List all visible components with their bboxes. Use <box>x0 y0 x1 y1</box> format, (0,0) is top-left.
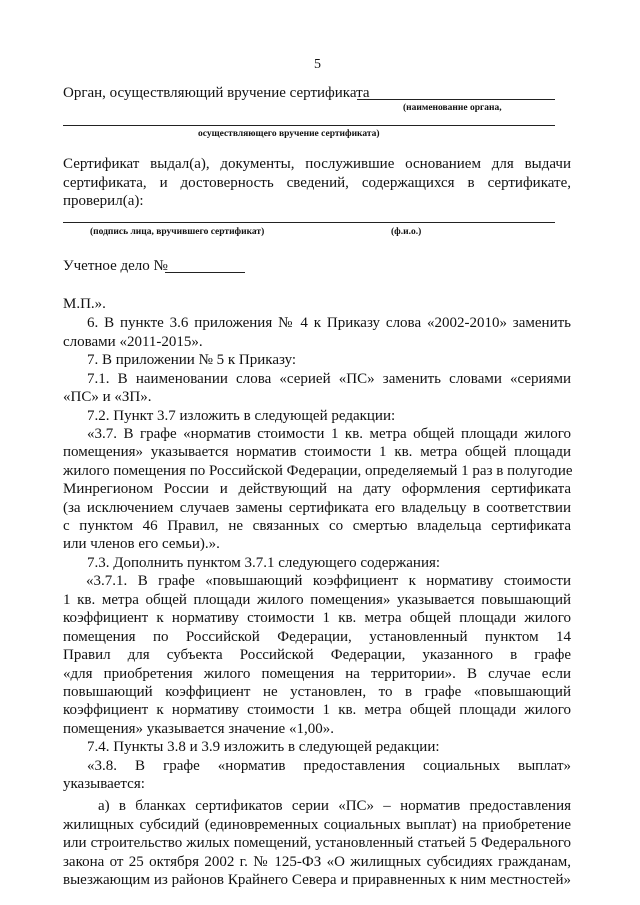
body-line: 6. В пункте 3.6 приложения № 4 к Приказу слова «2002-2010» заменить <box>87 315 571 331</box>
body-line: жилого помещения по Российской Федерации, определяемый 1 раз в полугодие <box>63 463 573 479</box>
body-line: коэффициент к нормативу стоимости 1 кв. метра общей площади жилого <box>63 610 571 626</box>
body-line: «3.7.1. В графе «повышающий коэффициент к нормативу стоимости <box>86 573 571 589</box>
signature-blank-line <box>63 222 555 223</box>
body-line: 7.1. В наименовании слова «серией «ПС» заменить словами «сериями <box>87 371 571 387</box>
body-line: 7.4. Пункты 3.8 и 3.9 изложить в следующей редакции: <box>87 739 440 755</box>
body-line: помещения» указывается норматив стоимости 1 кв. метра общей площади <box>63 444 571 460</box>
body-line: «3.8. В графе «норматив предоставления социальных выплат» <box>87 758 571 774</box>
body-line: повышающий коэффициент не установлен, то в графе «повышающий <box>63 684 571 700</box>
body-line: с пунктом 46 Правил, не связанных со смертью владельца сертификата <box>63 518 571 534</box>
body-line: выезжающим из районов Крайнего Севера и приравненных к ним местностей» <box>63 872 571 888</box>
body-line: словами «2011-2015». <box>63 334 203 350</box>
organ-caption-1: (наименование органа, <box>403 103 502 113</box>
page-number: 5 <box>314 57 321 72</box>
body-line: или членов его семьи).». <box>63 536 220 552</box>
cert-line-1: Сертификат выдал(а), документы, послужившие основанием для выдачи <box>63 156 571 172</box>
body-line: «для приобретения жилого помещения на территории». В случае если <box>63 666 571 682</box>
organ-label: Орган, осуществляющий вручение сертификата <box>63 85 370 101</box>
body-line: или строительство жилых помещений, установленный статьей 5 Федерального <box>63 835 571 851</box>
body-line: помещения по Российской Федерации, установленный пунктом 14 <box>63 629 571 645</box>
body-line: 1 кв. метра общей площади жилого помещения» указывается повышающий <box>63 592 571 608</box>
body-line: 7.3. Дополнить пунктом 3.7.1 следующего содержания: <box>87 555 441 571</box>
body-line: 7. В приложении № 5 к Приказу: <box>87 352 297 368</box>
body-line: 7.2. Пункт 3.7 изложить в следующей редакции: <box>87 408 396 424</box>
signature-caption: (подпись лица, вручившего сертификат) <box>90 227 265 237</box>
cert-line-2: сертификата, и достоверность сведений, содержащихся в сертификате, <box>63 175 571 191</box>
mp-label: М.П.». <box>63 296 106 312</box>
body-line: жилищных субсидий (единовременных социальных выплат) на приобретение <box>63 817 571 833</box>
cert-line-3: проверил(а): <box>63 193 144 209</box>
fio-caption: (ф.и.о.) <box>391 227 422 237</box>
body-line: коэффициент к нормативу стоимости 1 кв. метра общей площади жилого <box>63 702 571 718</box>
body-line: «ПС» и «ЗП». <box>63 389 152 405</box>
body-line: «3.7. В графе «норматив стоимости 1 кв. метра общей площади жилого <box>87 426 571 442</box>
case-label: Учетное дело № <box>63 258 168 274</box>
organ-blank-line <box>357 99 555 100</box>
body-line: указывается: <box>63 776 145 792</box>
body-line: помещения» указывается значение «1,00». <box>63 721 334 737</box>
body-line: (за исключением случаев замены сертификата его владельцу в соответствии <box>63 500 571 516</box>
case-blank-line <box>165 272 245 273</box>
body-line: Минрегионом России и действующий на дату оформления сертификата <box>63 481 571 497</box>
organ-blank-line-2 <box>63 125 555 126</box>
body-line: Правил для субъекта Российской Федерации, указанного в графе <box>63 647 571 663</box>
body-line: закона от 25 октября 2002 г. № 125-ФЗ «О жилищных субсидиях гражданам, <box>63 854 571 870</box>
organ-caption-2: осуществляющего вручение сертификата) <box>198 129 380 139</box>
body-line: а) в бланках сертификатов серии «ПС» – норматив предоставления <box>98 798 571 814</box>
